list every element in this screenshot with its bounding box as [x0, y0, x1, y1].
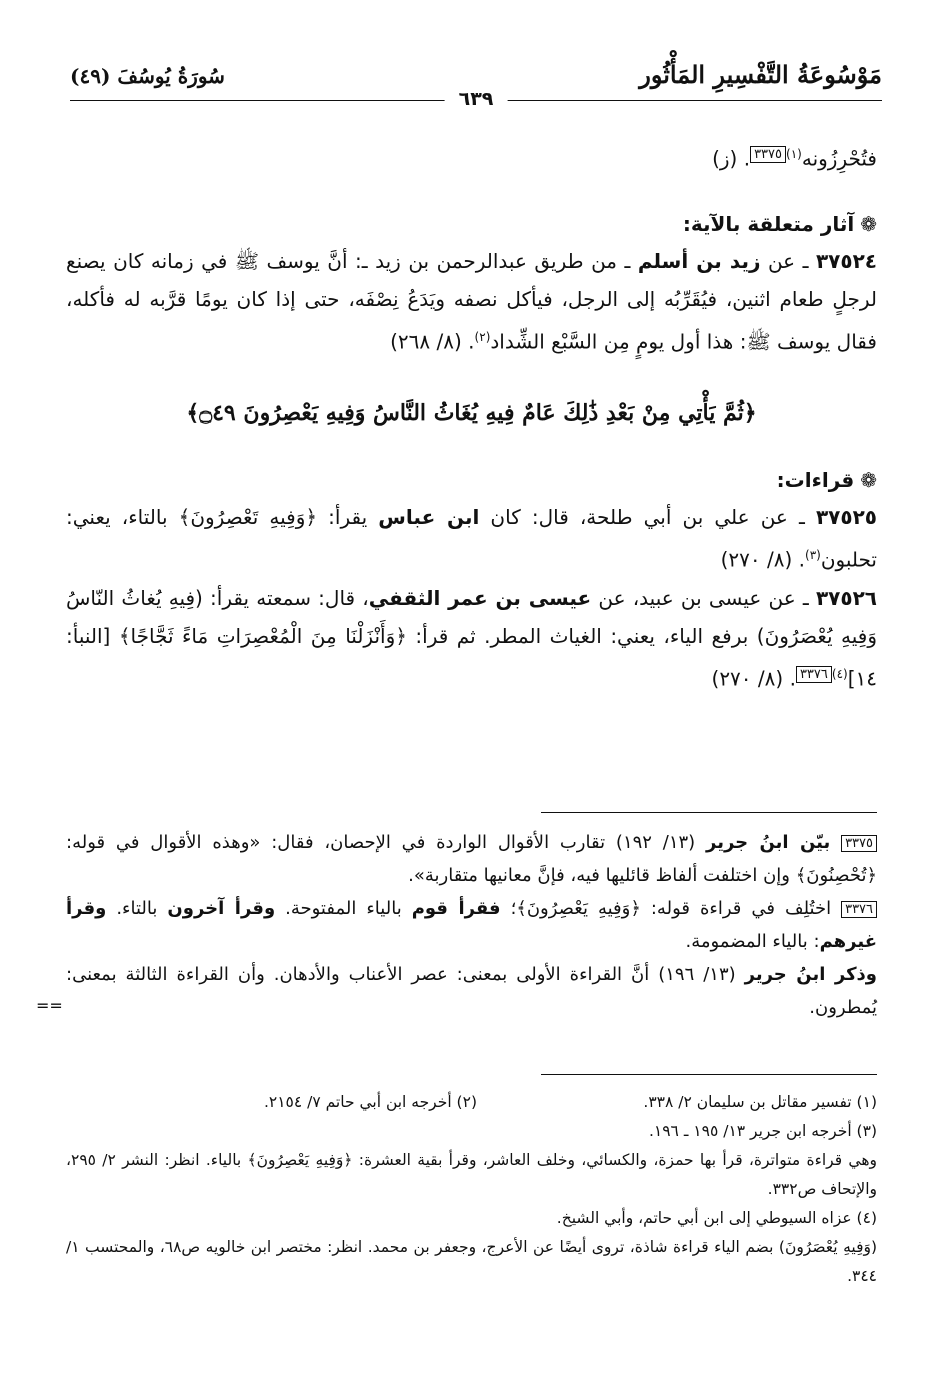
- main-text: [66, 135, 877, 698]
- editor-note-continued: [66, 958, 877, 1024]
- narration-text: ـ عن عيسى بن عبيد، عن: [591, 585, 816, 610]
- note-text: اختُلِف في قراءة قوله: ﴿وَفِيهِ يَعْصِرُونَ﴾؛: [500, 898, 842, 919]
- narration-number: ٣٧٥٢٥: [815, 505, 877, 530]
- narration-37526: [66, 579, 877, 698]
- editor-note-3375: [66, 826, 877, 892]
- notes-divider: [541, 812, 877, 813]
- narrator-name: عيسى بن عمر الثقفي: [368, 585, 592, 610]
- page-header: [70, 58, 882, 108]
- footnotes: [66, 1088, 877, 1291]
- note-number: ٣٣٧٦: [841, 901, 877, 918]
- note-text: : بالياء المضمومة.: [685, 931, 820, 952]
- footnote-3: (٣) أخرجه ابن جرير ١٣/ ١٩٥ ـ ١٩٦.: [648, 1122, 877, 1140]
- footnote-3-detail: وهي قراءة متواترة، قرأ بها حمزة، والكسائي، وخلف العاشر، وقرأ بقية العشرة: ﴿وَفِيهِ يَعْصِرُونَ﴾ بالياء. انظر: النشر ٢/ ٢٩٥، والإتحاف ص٣٣٢.: [66, 1151, 877, 1198]
- narration-37525: [66, 498, 877, 579]
- footnote-4: (٤) عزاه السيوطي إلى ابن أبي حاتم، وأبي الشيخ.: [556, 1209, 877, 1227]
- section-title: آثار متعلقة بالآية:: [682, 211, 855, 236]
- page-number: ٦٣٩: [445, 88, 508, 110]
- note-bold: وقرأ آخرون: [167, 898, 276, 919]
- narration-text: ـ من طريق عبدالرحمن بن زيد ـ: أنَّ يوسف ﷺ في زمانه كان يصنع لرجلٍ طعام اثنين، فيُقَرِّبُه إلى الرجل، فيأكل نصفه ويَدَعُ نِصْفَه، حتى إذا كان يومًا قرَّبه له فأكله، فقال يوسف ﷺ: هذا أول يومٍ مِن السَّبْع الشِّداد: [66, 248, 877, 354]
- footnotes-divider: [541, 1074, 877, 1075]
- section-heading-athar: [66, 206, 877, 242]
- note-scholar: بيّن ابنُ جرير: [706, 832, 831, 853]
- quran-verse: ﴿ثُمَّ يَأْتِي مِنْ بَعْدِ ذَٰلِكَ عَامٌ فِيهِ يُغَاثُ النَّاسُ وَفِيهِ يَعْصِرُونَ ۝٤٩﴾: [186, 400, 757, 427]
- continuation-tail: . (ز): [712, 146, 751, 171]
- note-text: بالياء المفتوحة.: [275, 898, 412, 919]
- narration-text: ـ عن علي بن أبي طلحة، قال: كان: [479, 505, 816, 530]
- footnote-marker: (٤): [831, 666, 848, 681]
- surah-title: سُورَةُ يُوسُفَ (٤٩): [70, 64, 225, 88]
- footnote-marker: (٢): [474, 329, 491, 344]
- book-title: مَوْسُوعَةُ التَّفْسِيرِ المَأْثُور: [639, 60, 882, 89]
- continuation-line: [66, 135, 877, 178]
- continuation-text: فتُحْرِزُونه: [801, 146, 877, 171]
- note-scholar: وذكر ابنُ جرير: [744, 964, 877, 985]
- editor-note-ref: ٣٣٧٦: [796, 666, 832, 683]
- volume-ref: . (٨/ ٢٧٠): [711, 666, 796, 691]
- narration-text: يقرأ: ﴿وَفِيهِ تَعْصِرُونَ﴾ بالتاء، يعني: تحلبون: [66, 505, 877, 572]
- footnote-4-detail: (وَفِيهِ يُعْصَرُونَ) بضم الياء قراءة شاذة، تروى أيضًا عن الأعرج، وجعفر بن محمد. انظر: مختصر ابن خالويه ص٦٨، والمحتسب ١/ ٣٤٤.: [66, 1238, 878, 1285]
- section-heading-qiraat: [66, 462, 877, 498]
- narrator-name: زيد بن أسلم: [637, 248, 761, 273]
- narration-text: ـ عن: [760, 248, 816, 273]
- note-bold: وقرأ غيرهم: [66, 898, 877, 952]
- volume-ref: . (٨/ ٢٦٨): [390, 329, 475, 354]
- section-title: قراءات:: [776, 468, 855, 493]
- editor-note-3376: [66, 892, 877, 958]
- footnote-marker: (١): [786, 147, 802, 161]
- footnote-row: [66, 1088, 877, 1117]
- narration-37524: [66, 242, 877, 361]
- footnote-1: (١) تفسير مقاتل بن سليمان ٢/ ٣٣٨.: [643, 1093, 877, 1111]
- note-bold: فقرأ قوم: [411, 898, 501, 919]
- note-text: بالتاء.: [106, 898, 168, 919]
- note-text: (١٣/ ١٩٢) تقارب الأقوال الواردة في الإحصان، فقال: «وهذه الأقوال في قوله: ﴿تُحْصِنُونَ﴾ وإن اختلفت ألفاظ قائليها فيه، فإنَّ معانيها متقاربة».: [66, 832, 877, 886]
- narration-number: ٣٧٥٢٤: [815, 248, 877, 273]
- editor-note-ref: ٣٣٧٥: [750, 146, 786, 163]
- narration-number: ٣٧٥٢٦: [815, 585, 878, 610]
- note-text: (١٣/ ١٩٦) أنَّ القراءة الأولى بمعنى: عصر الأعناب والأدهان. وأن القراءة الثالثة بمعنى: يُمطرون.: [66, 964, 877, 1018]
- footnote-marker: (٣): [805, 548, 821, 563]
- flower-icon: ❁: [860, 211, 877, 236]
- volume-ref: . (٨/ ٢٧٠): [720, 547, 806, 572]
- footnote-2: (٢) أخرجه ابن أبي حاتم ٧/ ٢١٥٤.: [263, 1093, 477, 1111]
- narrator-name: ابن عباس: [378, 505, 480, 530]
- note-number: ٣٣٧٥: [841, 835, 877, 852]
- flower-icon: ❁: [860, 468, 877, 493]
- margin-mark: ==: [36, 996, 63, 1015]
- narration-text: ، قال: سمعته يقرأ: (فِيهِ يُغاثُ النّاسُ وَفِيهِ يُعْصَرُونَ) برفع الياء، يعني: الغياث المطر. ثم قرأ: ﴿وَأَنْزَلْنَا مِنَ الْمُعْصِرَاتِ مَاءً ثَجَّاجًا﴾ [النبأ: ١٤]: [66, 585, 877, 691]
- editor-notes: [66, 826, 877, 1024]
